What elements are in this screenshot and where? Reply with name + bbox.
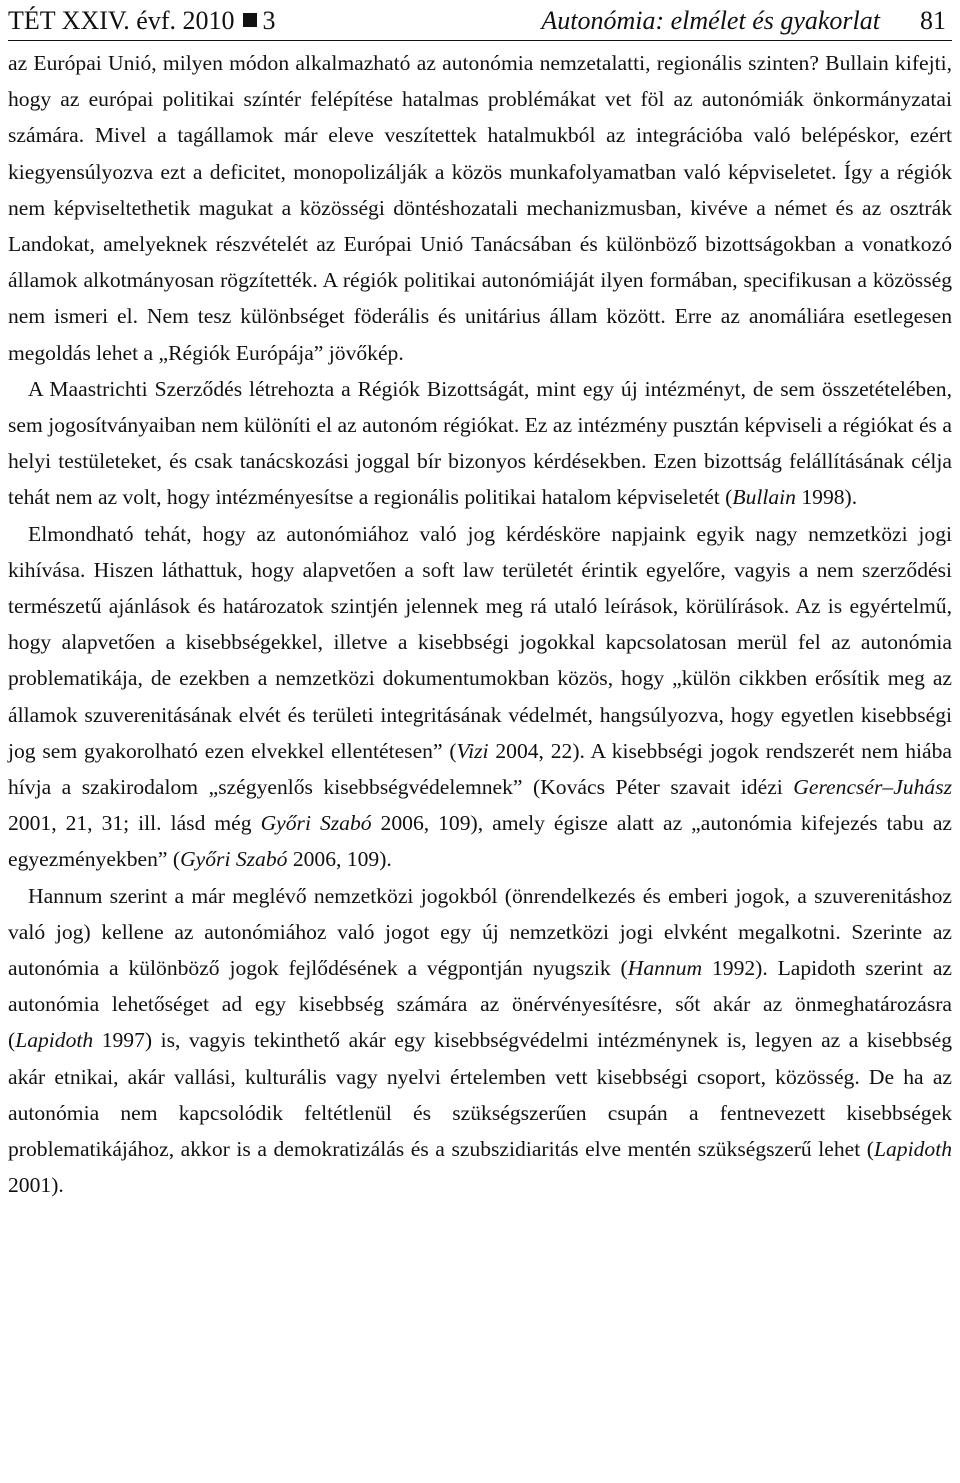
citation-author: Lapidoth: [874, 1137, 952, 1162]
journal-info: [8, 0, 276, 42]
citation-author: Vizi: [456, 738, 489, 763]
article-body: [8, 45, 952, 1204]
paragraph-text: 1997) is, vagyis tekinthető akár egy kisebbségvédelmi intézménynek is, legyen az a kisebbség akár etnikai, akár vallási, kulturális vagy nyelvi értelemben vett kisebbségi csoport, közösség. De ha az autonómia nem kapcsolódik feltétlenül és szükségszerűen csupán a fentnevezett kisebbségek problematikájához, akkor is a demokratizálás és a szubszidiaritás elve mentén szükségszerű lehet (: [8, 1028, 952, 1162]
black-square-icon: [243, 13, 257, 27]
citation-author: Bullain: [732, 485, 796, 510]
paragraph-text: 2001, 21, 31; ill. lásd még: [8, 811, 261, 836]
paragraph: [8, 878, 952, 1204]
paragraph-text: A Maastrichti Szerződés létrehozta a Régiók Bizottságát, mint egy új intézményt, de sem összetételében, sem jogosítványaiban nem különíti el az autonóm régiókat. Ez az intézmény pusztán képviseli a régiókat és a helyi testületeket, és csak tanácskozási joggal bír bizonyos kérdésekben. Ezen bizottság felállításának célja tehát nem az volt, hogy intézményesítse a regionális politikai hatalom képviseletét (: [8, 376, 952, 510]
paragraph: [8, 516, 952, 878]
paragraph-text: 2006, 109).: [287, 847, 392, 872]
paragraph: [8, 371, 952, 516]
paragraph-text: Elmondható tehát, hogy az autonómiához való jog kérdésköre napjaink egyik nagy nemzetközi jogi kihívása. Hiszen láthattuk, hogy alapvetően a soft law területét érintik egyelőre, vagyis a nem szerződési természetű ajánlások és határozatok szintjén jelennek meg rá utaló leírások, körülírások. Az is egyértelmű, hogy alapvetően a kisebbségekkel, illetve a kisebbségi jogokkal kapcsolatosan merül fel az autonómia problematikája, de ezekben a nemzetközi dokumentumokban közös, hogy „külön cikkben erősítik meg az államok szuverenitásának elvét és területi integritásának védelmét, hangsúlyozva, hogy egyetlen kisebbségi jog sem gyakorolható ezen elvekkel ellentétesen” (: [8, 521, 952, 763]
running-title: Autonómia: elmélet és gyakorlat: [541, 6, 880, 35]
paragraph: [8, 45, 952, 371]
page-number: 81: [920, 6, 946, 35]
paragraph-text: 2006, 109), amely égisze alatt az „autonómia kifejezés tabu az egyezményekben” (: [8, 811, 953, 872]
citation-author: Lapidoth: [15, 1028, 94, 1053]
issue-number: 3: [262, 6, 276, 35]
running-header: [8, 0, 952, 42]
journal-volume: TÉT XXIV. évf. 2010: [8, 6, 235, 35]
paragraph-text: Hannum szerint a már meglévő nemzetközi jogokból (önrendelkezés és emberi jogok, a szuverenitáshoz való jog) kellene az autonómiához való jogot egy új nemzetközi jogi elvként megalkotni. Szerinte az autonómia a különböző jogok fejlődésének a végpontján nyugszik (: [8, 883, 952, 981]
citation-author: Gerencsér–Juhász: [793, 775, 952, 800]
citation-author: Győri Szabó: [180, 847, 288, 872]
header-rule: [8, 40, 952, 41]
paragraph-text: az Európai Unió, milyen módon alkalmazható az autonómia nemzetalatti, regionális szinten? Bullain kifejti, hogy az európai politikai színtér felépítése hatalmas problémákat vet föl az autonómiák önkormányzatai számára. Mivel a tagállamok már eleve veszítettek hatalmukból az integrációba való belépéskor, ezért kiegyensúlyozva ezt a deficitet, monopolizálják a közös munkafolyamatban való képviseletet. Így a régiók nem képviseltethetik magukat a közösségi döntéshozatali mechanizmusban, kivéve a német és az osztrák Landokat, amelyeknek részvételét az Európai Unió Tanácsában és különböző bizottságokban a vonatkozó államok alkotmányosan rögzítették. A régiók politikai autonómiáját ilyen formában, specifikusan a közösség nem ismeri el. Nem tesz különbséget föderális és unitárius állam között. Erre az anomáliára esetlegesen megoldás lehet a „Régiók Európája” jövőkép.: [8, 51, 952, 365]
paragraph-text: 1998).: [795, 485, 858, 510]
citation-author: Győri Szabó: [260, 811, 372, 836]
paragraph-text: 1992). Lapidoth szerint az autonómia lehetőséget ad egy kisebbség számára az önérvényesítésre, sőt akár az önmeghatározásra (: [8, 956, 953, 1053]
paragraph-text: 2004, 22). A kisebbségi jogok rendszerét nem hiába hívja a szakirodalom „szégyenlős kisebbségvédelemnek” (Kovács Péter szavait idézi: [8, 738, 952, 800]
citation-author: Hannum: [627, 956, 703, 981]
paragraph-text: 2001).: [8, 1173, 64, 1198]
